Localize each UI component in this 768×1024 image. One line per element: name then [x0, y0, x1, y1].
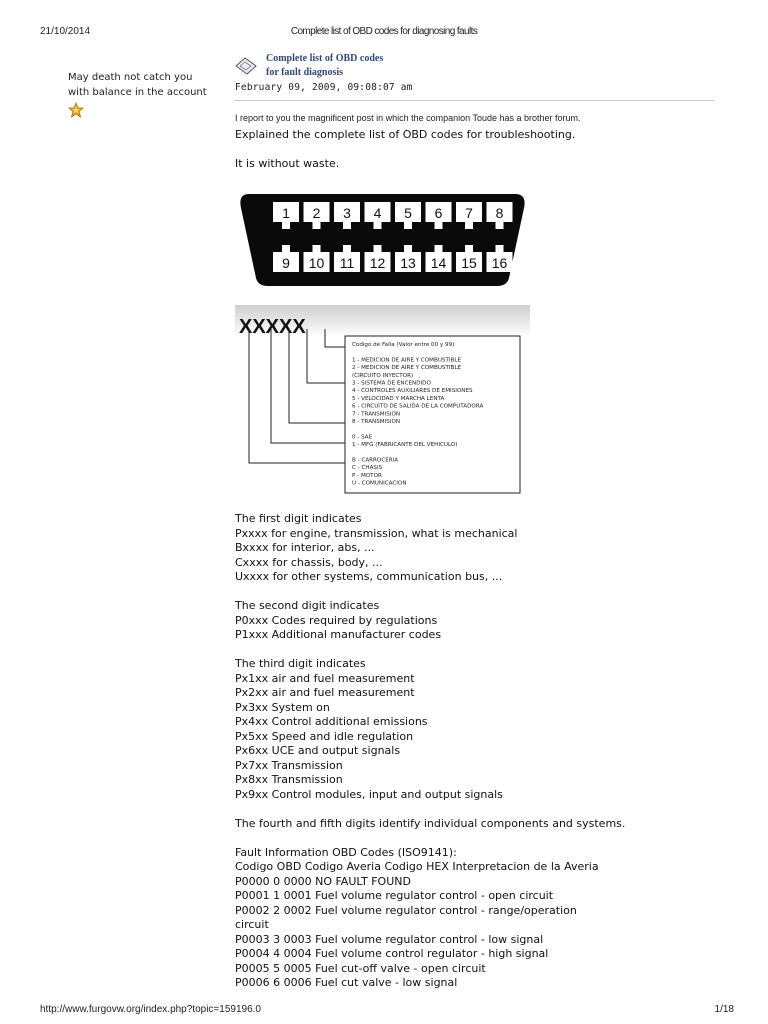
- body-line: [235, 585, 595, 600]
- lead-text: Explained the complete list of OBD codes for troubleshooting.: [235, 128, 576, 141]
- body-line: Px1xx air and fuel measurement: [235, 671, 415, 685]
- connector-pin-stem: [435, 245, 443, 252]
- source-url: http://www.furgovw.org/index.php?topic=159196.0: [40, 1004, 261, 1015]
- intro-text: I report to you the magnificent post in which the companion Toude has a brother forum.: [235, 113, 581, 123]
- post-title[interactable]: [266, 52, 416, 80]
- body-line: P0004 4 0004 Fuel volume control regulator - high signal: [235, 947, 549, 960]
- body-line: Fault Information OBD Codes (ISO9141):: [235, 845, 457, 859]
- connector-pin-stem: [374, 222, 382, 229]
- post-date: February 09, 2009, 09:08:07 am: [235, 82, 413, 93]
- connector-pin-label: 2: [312, 205, 321, 221]
- body-line: Bxxxx for interior, abs, ...: [235, 541, 375, 554]
- connector-pin-stem: [343, 245, 351, 252]
- post-topic-icon: [234, 56, 258, 76]
- connector-pin-stem: [404, 222, 412, 229]
- diagram-legend-line: B - CARROCERIA: [352, 457, 399, 464]
- connector-pin-stem: [435, 222, 443, 229]
- connector-pin-stem: [496, 245, 504, 252]
- body-line: P0002 2 0002 Fuel volume regulator control - range/operation: [235, 903, 577, 917]
- connector-pin-label: 4: [373, 205, 382, 221]
- body-line: P0006 6 0006 Fuel cut valve - low signal: [235, 976, 458, 989]
- body-line: P0003 3 0003 Fuel volume regulator control - low signal: [235, 932, 544, 946]
- diagram-legend-line: 2 - MEDICION DE AIRE Y COMBUSTIBLE: [352, 365, 462, 372]
- connector-pin-label: 15: [461, 255, 477, 271]
- diagram-legend-line: C - CHASIS: [352, 465, 383, 472]
- print-page-title: Complete list of OBD codes for diagnosing faults: [290, 26, 478, 37]
- body-line: P0001 1 0001 Fuel volume regulator control - open circuit: [235, 889, 554, 902]
- connector-pin-label: 12: [369, 255, 386, 271]
- connector-pin-label: 11: [339, 255, 355, 271]
- print-date: 21/10/2014: [40, 26, 91, 37]
- body-line: P1xxx Additional manufacturer codes: [235, 628, 442, 641]
- post-body: [235, 512, 626, 991]
- connector-pin-stem: [313, 245, 321, 252]
- body-line: [235, 643, 595, 658]
- connector-pin-stem: [343, 222, 351, 229]
- body-line: Pxxxx for engine, transmission, what is mechanical: [235, 526, 518, 540]
- connector-pin-stem: [282, 245, 290, 252]
- body-line: circuit: [235, 918, 269, 931]
- connector-pin-label: 16: [491, 255, 508, 271]
- diagram-legend-line: 1 - MFG (FABRICANTE DEL VEHICULO): [352, 442, 458, 449]
- diagram-legend-line: (CIRCUITO INYECTOR): [352, 372, 414, 379]
- post-title-line-2[interactable]: for fault diagnosis: [266, 67, 344, 78]
- body-line: The first digit indicates: [235, 512, 362, 525]
- body-line: The fourth and fifth digits identify individual components and systems.: [235, 816, 626, 830]
- body-line: P0xxx Codes required by regulations: [235, 613, 438, 627]
- diagram-legend-line: 1 - MEDICION DE AIRE Y COMBUSTIBLE: [352, 357, 462, 364]
- diagram-legend-line: Codigo de Falla (Valor entre 00 y 99): [352, 342, 455, 348]
- diagram-legend-line: 6 - CIRCUITO DE SALIDA DE LA COMPUTADORA: [352, 403, 484, 410]
- connector-pin-stem: [465, 245, 473, 252]
- body-line: P0005 5 0005 Fuel cut-off valve - open circuit: [235, 961, 486, 975]
- diagram-legend-line: P - MOTOR: [352, 472, 382, 479]
- body-line: P0000 0 0000 NO FAULT FOUND: [235, 874, 411, 888]
- body-line: The third digit indicates: [235, 657, 366, 670]
- body-line: Uxxxx for other systems, communication bus, ...: [235, 570, 503, 583]
- diagram-legend-line: 5 - VELOCIDAD Y MARCHA LENTA: [352, 395, 445, 402]
- diagram-legend-line: 7 - TRANSMISION: [352, 411, 401, 418]
- body-line: Px2xx air and fuel measurement: [235, 686, 415, 699]
- body-line: Px9xx Control modules, input and output signals: [235, 787, 503, 801]
- connector-pin-label: 13: [400, 255, 416, 271]
- code-pattern-label: XXXXX: [239, 316, 306, 338]
- connector-pin-label: 5: [404, 205, 412, 221]
- body-line: The second digit indicates: [235, 599, 380, 612]
- connector-pin-label: 7: [465, 205, 473, 221]
- diagram-legend-line: U - COMUNICACION: [352, 480, 407, 487]
- body-line: [235, 802, 595, 817]
- connector-pin-label: 8: [495, 205, 504, 221]
- connector-pin-stem: [313, 222, 321, 229]
- diagram-legend-line: 4 - CONTROLES AUXILIARES DE EMISIONES: [352, 388, 473, 395]
- diagram-legend-line: 3 - SISTEMA DE ENCENDIDO: [352, 380, 431, 387]
- diagram-legend-line: 8 - TRANSMISION: [352, 419, 401, 425]
- connector-pin-stem: [465, 222, 473, 229]
- page-number: 1/18: [714, 1004, 734, 1015]
- signature-line-1: May death not catch you: [68, 72, 193, 83]
- connector-pin-label: 6: [434, 205, 443, 221]
- body-line: Px6xx UCE and output signals: [235, 744, 401, 757]
- connector-pin-stem: [496, 222, 504, 229]
- diagram-legend-line: 0 - SAE: [352, 434, 373, 441]
- body-line: Cxxxx for chassis, body, ...: [235, 555, 383, 569]
- post-title-line-1[interactable]: Complete list of OBD codes: [266, 53, 384, 64]
- connector-pin-label: 9: [282, 255, 290, 271]
- star-rank-icon: [68, 102, 84, 118]
- author-sidebar: [68, 70, 218, 118]
- divider: [234, 100, 714, 101]
- obd-code-structure-diagram: [235, 305, 530, 495]
- body-line: Px8xx Transmission: [235, 773, 343, 786]
- connector-pin-label: 10: [308, 255, 325, 271]
- connector-pin-label: 1: [282, 205, 290, 221]
- connector-pin-label: 14: [430, 255, 447, 271]
- body-line: Px7xx Transmission: [235, 758, 343, 772]
- body-line: [235, 831, 595, 846]
- body-line: Px3xx System on: [235, 700, 330, 714]
- connector-pin-stem: [404, 245, 412, 252]
- connector-pin-stem: [374, 245, 382, 252]
- body-line: Px5xx Speed and idle regulation: [235, 729, 414, 743]
- waste-text: It is without waste.: [235, 157, 340, 170]
- body-line: Codigo OBD Codigo Averia Codigo HEX Interpretacion de la Averia: [235, 860, 599, 873]
- signature-line-2: with balance in the account: [68, 87, 207, 98]
- connector-pin-label: 3: [343, 205, 351, 221]
- obd-connector-image: [235, 190, 530, 288]
- connector-pin-stem: [282, 222, 290, 229]
- body-line: Px4xx Control additional emissions: [235, 715, 428, 728]
